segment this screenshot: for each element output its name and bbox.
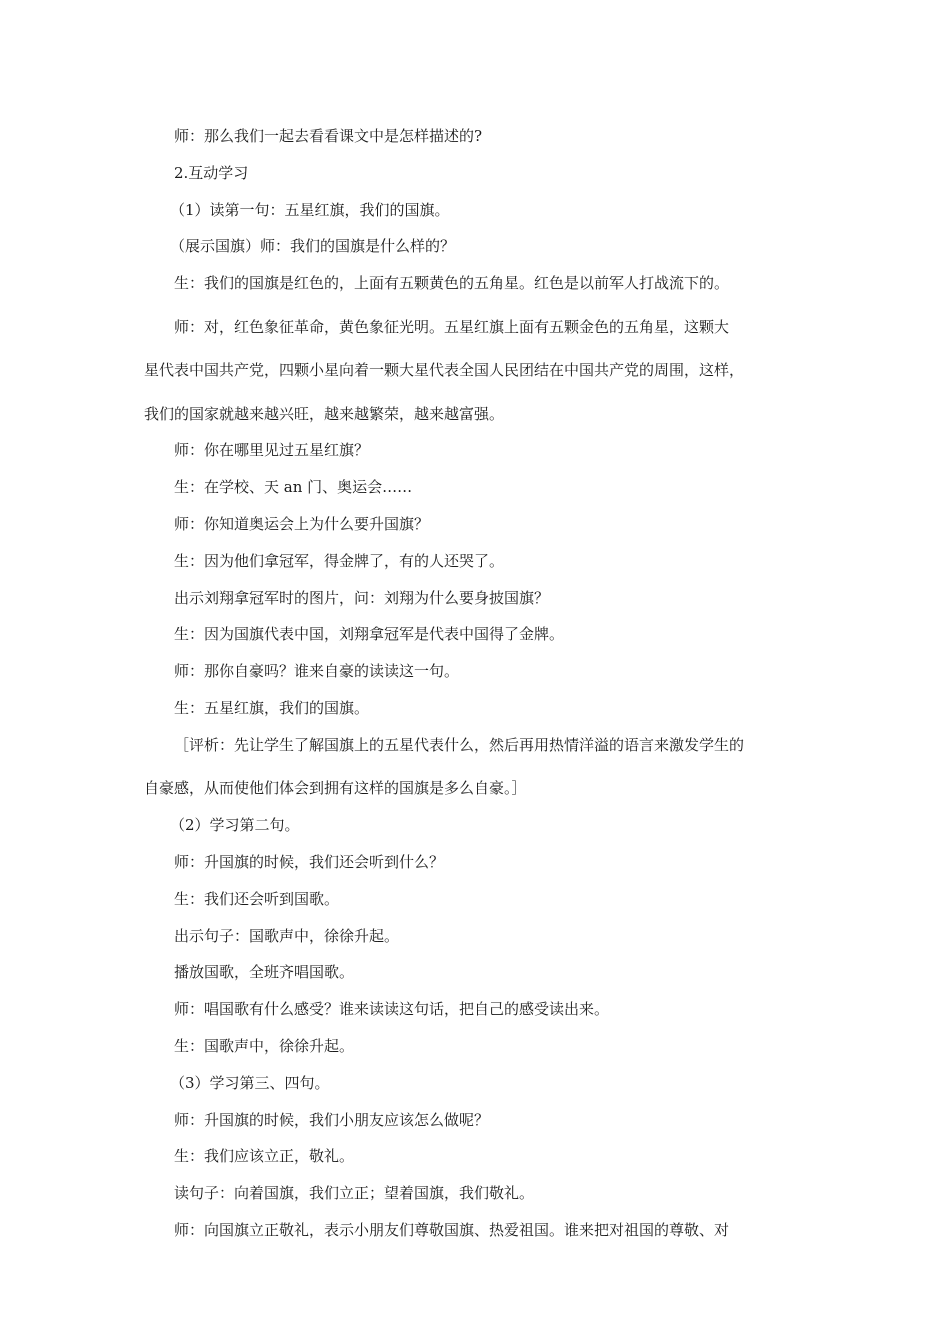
- paragraph-line: 师：升国旗的时候，我们还会听到什么？: [174, 852, 445, 871]
- subsection-heading: （1）读第一句：五星红旗，我们的国旗。: [170, 200, 450, 219]
- paragraph-line: 出示刘翔拿冠军时的图片，问：刘翔为什么要身披国旗？: [174, 588, 550, 607]
- paragraph-line: 生：我们的国旗是红色的，上面有五颗黄色的五角星。红色是以前军人打战流下的。: [174, 274, 730, 293]
- commentary-line: ［评析：先让学生了解国旗上的五星代表什么，然后再用热情洋溢的语言来激发学生的: [174, 735, 745, 754]
- paragraph-line: 生：我们还会听到国歌。: [174, 889, 340, 908]
- paragraph-line: 生：五星红旗，我们的国旗。: [174, 699, 370, 718]
- paragraph-line: 生：因为国旗代表中国，刘翔拿冠军是代表中国得了金牌。: [174, 625, 565, 644]
- subsection-heading: （2）学习第二句。: [170, 816, 300, 835]
- paragraph-line: 播放国歌，全班齐唱国歌。: [174, 963, 355, 982]
- paragraph-line: 生：国歌声中，徐徐升起。: [174, 1036, 355, 1055]
- paragraph-line: 生：我们应该立正，敬礼。: [174, 1147, 355, 1166]
- paragraph-line: 师：那你自豪吗？谁来自豪的读读这一句。: [174, 662, 460, 681]
- paragraph-line: 师：升国旗的时候，我们小朋友应该怎么做呢？: [174, 1110, 490, 1129]
- paragraph-line: （展示国旗）师：我们的国旗是什么样的？: [170, 237, 456, 256]
- paragraph-line: 师：你知道奥运会上为什么要升国旗？: [174, 515, 430, 534]
- paragraph-line: 师：你在哪里见过五星红旗？: [174, 441, 370, 460]
- paragraph-line: 我们的国家就越来越兴旺，越来越繁荣，越来越富强。: [144, 404, 505, 423]
- paragraph-line: 出示句子：国歌声中，徐徐升起。: [174, 926, 400, 945]
- paragraph-line: 星代表中国共产党，四颗小星向着一颗大星代表全国人民团结在中国共产党的周围，这样，: [144, 361, 745, 380]
- paragraph-line: 读句子：向着国旗，我们立正；望着国旗，我们敬礼。: [174, 1184, 535, 1203]
- subsection-heading: （3）学习第三、四句。: [170, 1073, 330, 1092]
- paragraph-line: 生：在学校、天 an 门、奥运会……: [174, 478, 413, 497]
- paragraph-line: 师：向国旗立正敬礼，表示小朋友们尊敬国旗、热爱祖国。谁来把对祖国的尊敬、对: [174, 1220, 730, 1239]
- paragraph-line: 师：对，红色象征革命，黄色象征光明。五星红旗上面有五颗金色的五角星，这颗大: [174, 317, 730, 336]
- paragraph-line: 师：那么我们一起去看看课文中是怎样描述的?: [174, 127, 483, 145]
- paragraph-line: 生：因为他们拿冠军，得金牌了，有的人还哭了。: [174, 551, 505, 570]
- document-body: [144, 124, 810, 1255]
- paragraph-line: 师：唱国歌有什么感受？谁来读读这句话，把自己的感受读出来。: [174, 1000, 610, 1019]
- commentary-line: 自豪感，从而使他们体会到拥有这样的国旗是多么自豪。］: [144, 779, 527, 798]
- section-heading: 2.互动学习: [174, 163, 249, 182]
